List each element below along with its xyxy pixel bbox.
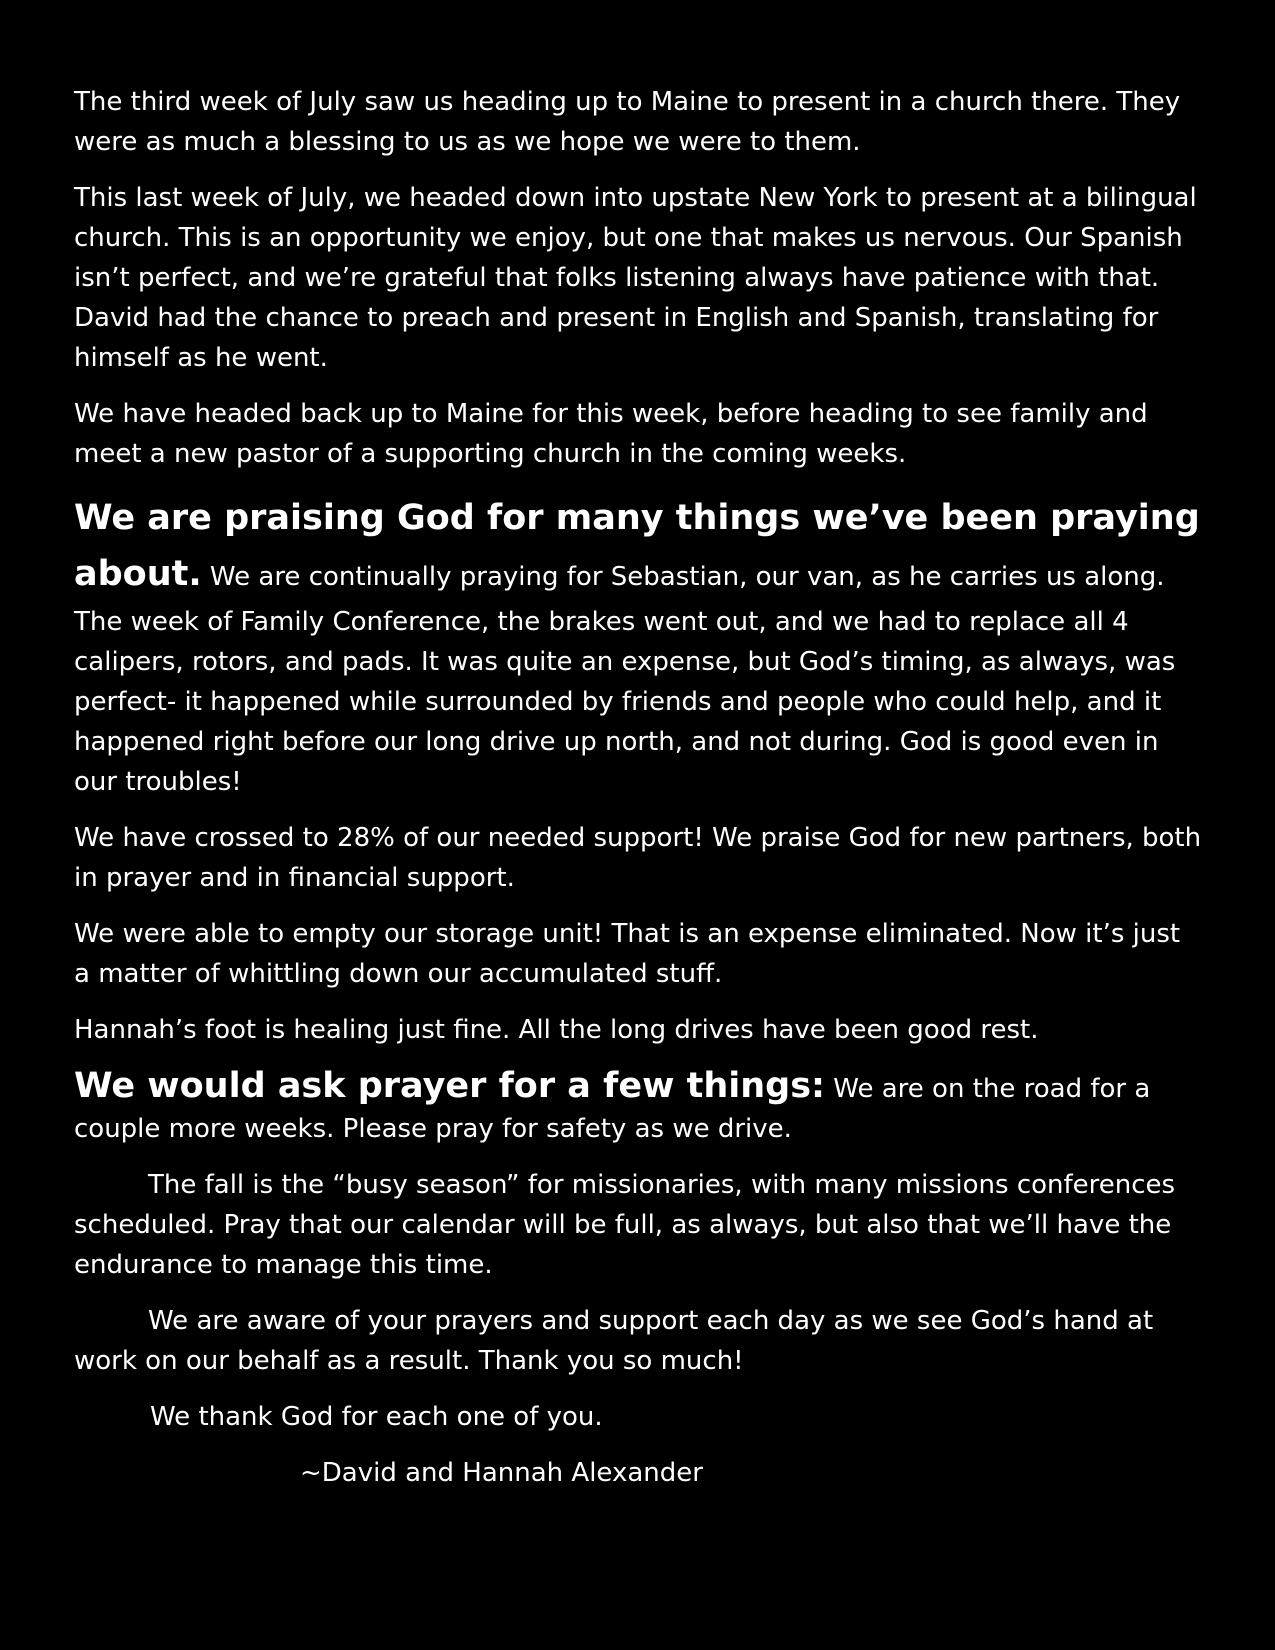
newsletter-body: [74, 82, 1204, 1509]
paragraph-maine-trip: The third week of July saw us heading up to Maine to present in a church there. They were as much a blessing to us as we hope we were to them.: [74, 87, 1181, 157]
closing-line: We thank God for each one of you.: [150, 1402, 603, 1432]
paragraph-storage: We were able to empty our storage unit! That is an expense eliminated. Now it’s just a matter of whittling down our accumulated stuff.: [74, 919, 1181, 989]
paragraph-back-to-maine: We have headed back up to Maine for this week, before heading to see family and meet a new pastor of a supporting church in the coming weeks.: [74, 399, 1148, 469]
praise-heading: We are praising God for many things we’ve been praying about.: [74, 498, 1200, 594]
prayer-text: We are on the road for a couple more weeks. Please pray for safety as we drive.: [74, 1074, 1151, 1144]
paragraph-praise: [74, 490, 1204, 802]
paragraph-fall-season: The fall is the “busy season” for missionaries, with many missions conferences scheduled. Pray that our calendar will be full, as always, but also that we’ll have the endurance to manage this time.: [74, 1170, 1176, 1280]
paragraph-prayer: [74, 1066, 1204, 1149]
praise-text: We are continually praying for Sebastian, our van, as he carries us along. The week of Family Conference, the brakes went out, and we had to replace all 4 calipers, rotors, and pads. It was quite an expense, but God’s timing, as always, was perfect- it happened while surrounded by friends and people who could help, and it happened right before our long drive up north, and not during. God is good even in our troubles!: [74, 562, 1176, 797]
paragraph-foot: Hannah’s foot is healing just fine. All the long drives have been good rest.: [74, 1015, 1039, 1045]
paragraph-new-york-trip: This last week of July, we headed down into upstate New York to present at a bilingual church. This is an opportunity we enjoy, but one that makes us nervous. Our Spanish isn’t perfect, and we’re grateful that folks listening always have patience with that. David had the chance to preach and present in English and Spanish, translating for himself as he went.: [74, 183, 1197, 373]
paragraph-support: We have crossed to 28% of our needed support! We praise God for new partners, both in prayer and in financial support.: [74, 823, 1202, 893]
prayer-heading: We would ask prayer for a few things:: [74, 1066, 826, 1106]
signature: ~David and Hannah Alexander: [300, 1458, 703, 1488]
paragraph-thanks: We are aware of your prayers and support each day as we see God’s hand at work on our behalf as a result. Thank you so much!: [74, 1306, 1154, 1376]
